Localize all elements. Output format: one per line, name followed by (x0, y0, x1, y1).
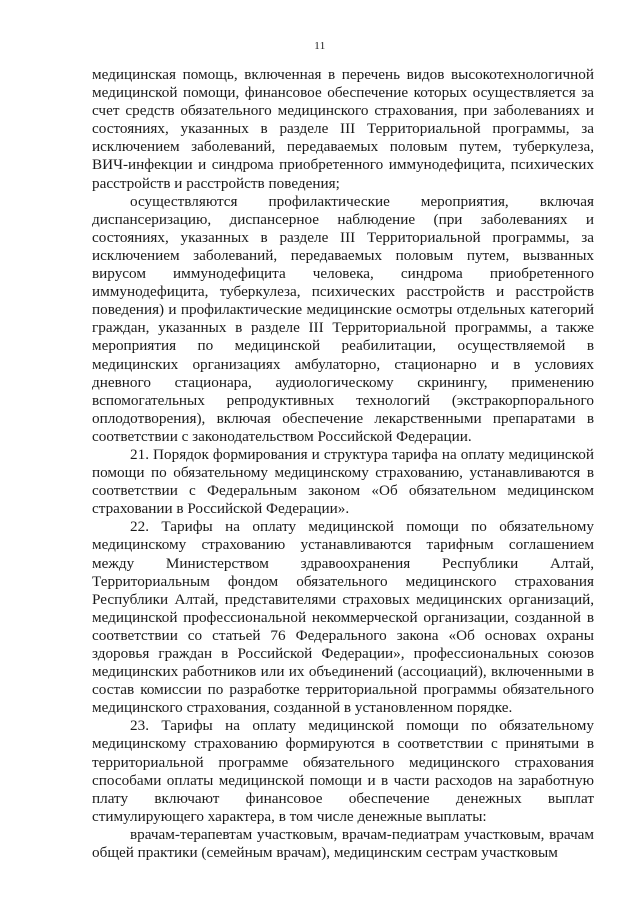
document-body (92, 66, 594, 862)
paragraph-vmp-continuation: медицинская помощь, включенная в перечень видов высокотехнологичной медицинской помощи, финансовое обеспечение которых осуществляется за счет средств обязательного медицинского страхования, при заболеваниях и состояниях, указанных в разделе III Территориальной программы, за исключением заболеваний, передаваемых половым путем, туберкулеза, ВИЧ-инфекции и синдрома приобретенного иммунодефицита, психических расстройств и расстройств поведения; (92, 66, 594, 192)
paragraph-item-21: 21. Порядок формирования и структура тарифа на оплату медицинской помощи по обязательному медицинскому страхованию, устанавливаются в соответствии с Федеральным законом «Об обязательном медицинском страховании в Российской Федерации». (92, 445, 594, 518)
paragraph-payments-list: врачам-терапевтам участковым, врачам-педиатрам участковым, врачам общей практики (семейным врачам), медицинским сестрам участковым (92, 825, 594, 862)
paragraph-item-22: 22. Тарифы на оплату медицинской помощи по обязательному медицинскому страхованию устанавливаются тарифным соглашением между Министерством здравоохранения Республики Алтай, Территориальным фондом обязательного медицинского страхования Республики Алтай, представителями страховых медицинских организаций, медицинской профессиональной некоммерческой организации, созданной в соответствии со статьей 76 Федерального закона «Об основах охраны здоровья граждан в Российской Федерации», профессиональных союзов медицинских работников или их объединений (ассоциаций), включенными в состав комиссии по разработке территориальной программы обязательного медицинского страхования, созданной в установленном порядке. (92, 518, 594, 717)
paragraph-item-23: 23. Тарифы на оплату медицинской помощи по обязательному медицинскому страхованию формируются в соответствии с принятыми в территориальной программе обязательного медицинского страхования способами оплаты медицинской помощи и в части расходов на заработную плату включают финансовое обеспечение денежных выплат стимулирующего характера, в том числе денежные выплаты: (92, 717, 594, 825)
page-number: 11 (314, 40, 326, 52)
paragraph-preventive-measures: осуществляются профилактические мероприятия, включая диспансеризацию, диспансерное наблюдение (при заболеваниях и состояниях, указанных в разделе III Территориальной программы, за исключением заболеваний, передаваемых половым путем, вызванных вирусом иммунодефицита человека, синдрома приобретенного иммунодефицита, туберкулеза, психических расстройств и расстройств поведения) и профилактические медицинские осмотры отдельных категорий граждан, указанных в разделе III Территориальной программы, а также мероприятия по медицинской реабилитации, осуществляемой в медицинских организациях амбулаторно, стационарно и в условиях дневного стационара, аудиологическому скринингу, применению вспомогательных репродуктивных технологий (экстракорпорального оплодотворения), включая обеспечение лекарственными препаратами в соответствии с законодательством Российской Федерации. (92, 192, 594, 445)
